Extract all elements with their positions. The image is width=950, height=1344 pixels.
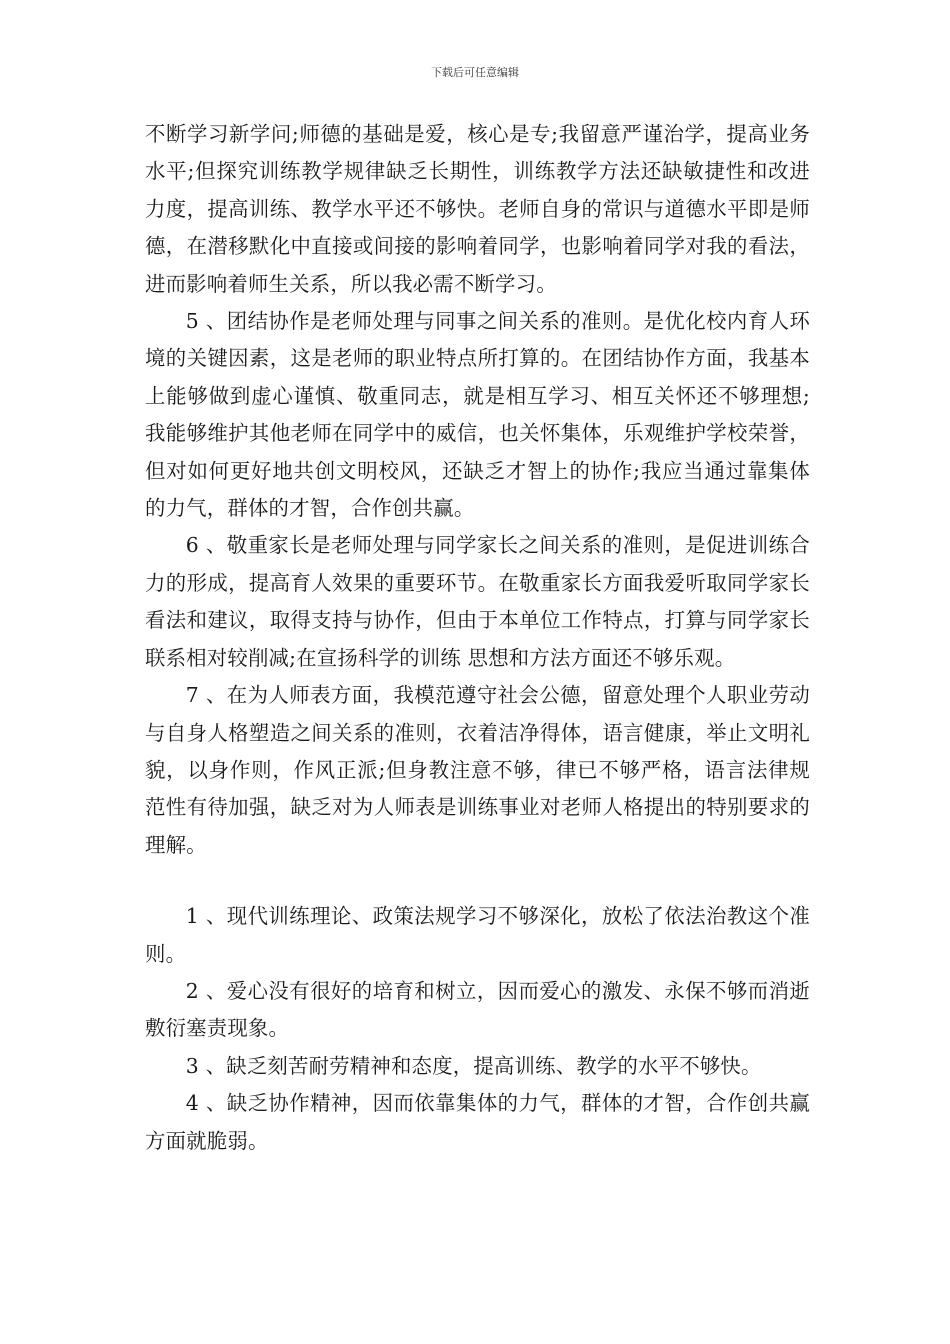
paragraph-item-7: 7 、在为人师表方面，我模范遵守社会公德，留意处理个人职业劳动与自身人格塑造之间关系的准则，衣着洁净得体，语言健康，举止文明礼貌，以身作则，作风正派;但身教注意不够，律已不够严格，语言法律规范性有待加强，缺乏对为人师表是训练事业对老师人格提出的特别要求的理解。 — [145, 683, 810, 857]
section-gap — [145, 864, 810, 898]
page-header: 下载后可任意编辑 — [431, 66, 519, 79]
document-body — [145, 116, 810, 1160]
shortcoming-item-4: 4 、缺乏协作精神，因而依靠集体的力气，群体的才智，合作创共赢方面就脆弱。 — [145, 1091, 810, 1153]
paragraph-continued: 不断学习新学问;师德的基础是爱，核心是专;我留意严谨治学，提高业务水平;但探究训练教学规律缺乏长期性，训练教学方法还缺敏捷性和改进力度，提高训练、教学水平还不够快。老师自身的常识与道德水平即是师德，在潜移默化中直接或间接的影响着同学，也影响着同学对我的看法，进而影响着师生关系，所以我必需不断学习。 — [145, 122, 810, 296]
paragraph-item-6: 6 、敬重家长是老师处理与同学家长之间关系的准则，是促进训练合力的形成，提高育人效果的重要环节。在敬重家长方面我爱听取同学家长看法和建议，取得支持与协作，但由于本单位工作特点，打算与同学家长联系相对较削减;在宣扬科学的训练 思想和方法方面还不够乐观。 — [145, 533, 810, 670]
shortcoming-item-1: 1 、现代训练理论、政策法规学习不够深化，放松了依法治教这个准则。 — [145, 904, 810, 966]
shortcoming-item-2: 2 、爱心没有很好的培育和树立，因而爱心的激发、永保不够而消逝敷衍塞责现象。 — [145, 978, 810, 1041]
shortcoming-item-3: 3 、缺乏刻苦耐劳精神和态度，提高训练、教学的水平不够快。 — [185, 1053, 762, 1078]
paragraph-item-5: 5 、团结协作是老师处理与同事之间关系的准则。是优化校内育人环境的关键因素，这是老师的职业特点所打算的。在团结协作方面，我基本上能够做到虚心谨慎、敬重同志，就是相互学习、相互关怀还不够理想;我能够维护其他老师在同学中的威信，也关怀集体，乐观维护学校荣誉，但对如何更好地共创文明校风，还缺乏才智上的协作;我应当通过靠集体的力气，群体的才智，合作创共赢。 — [145, 309, 810, 521]
